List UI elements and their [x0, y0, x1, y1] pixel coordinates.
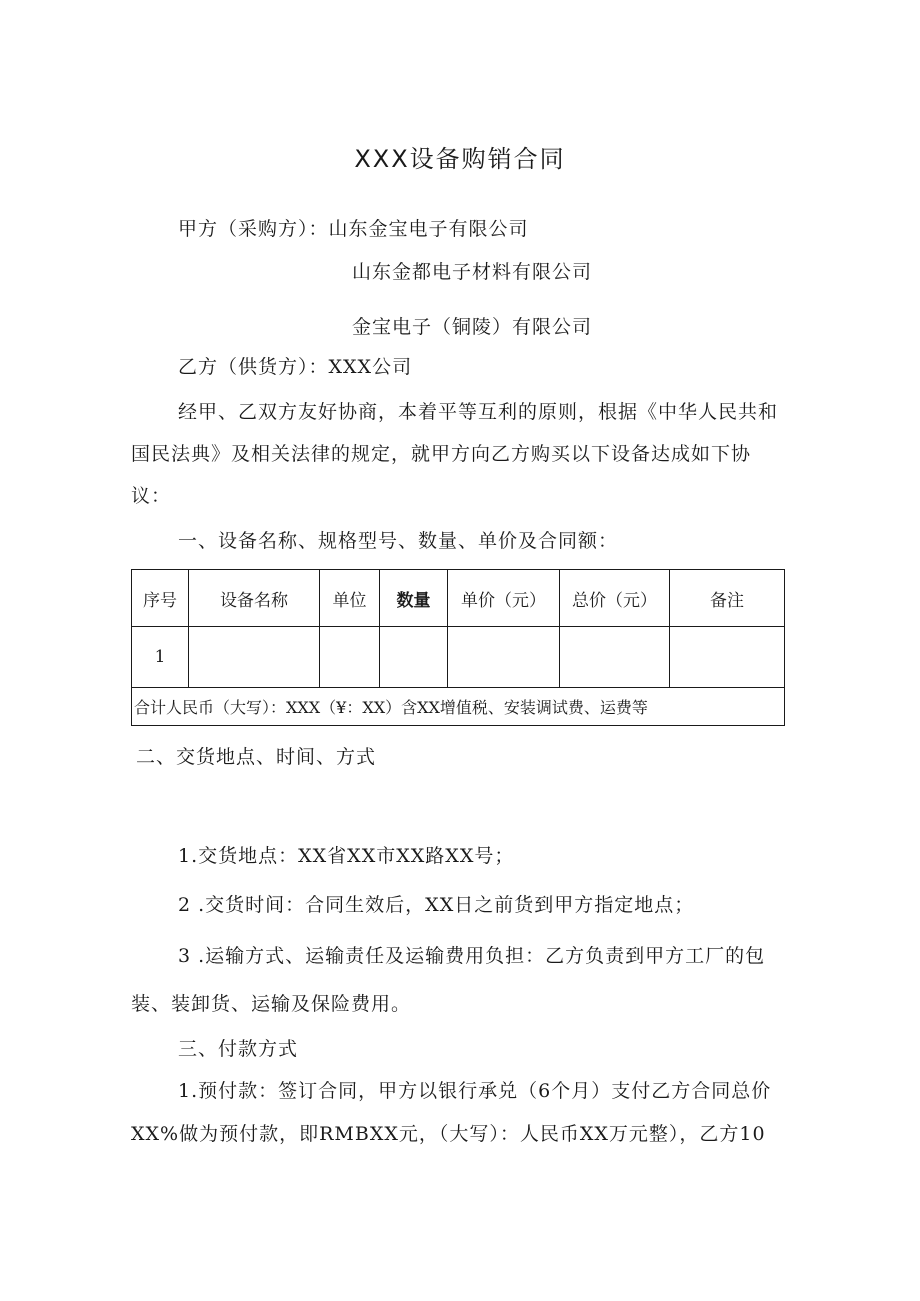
header-name: 设备名称	[189, 570, 320, 627]
payment-line-2: XX%做为预付款，即RMBXX元，（大写）：人民币XX万元整），乙方10	[131, 1123, 766, 1145]
intro-line-1: 经甲、乙双方友好协商，本着平等互利的原则，根据《中华人民共和	[178, 401, 779, 423]
party-a-company-2: 山东金都电子材料有限公司	[352, 261, 593, 283]
party-a-company-3: 金宝电子（铜陵）有限公司	[352, 316, 593, 338]
section-3-heading: 三、付款方式	[178, 1038, 299, 1060]
header-index: 序号	[132, 570, 189, 627]
party-b-line: 乙方（供货方）：XXX公司	[178, 356, 413, 378]
intro-line-3: 议：	[131, 485, 172, 507]
table-header-row	[132, 570, 785, 627]
cell-index: 1	[132, 627, 189, 688]
cell-remarks	[670, 627, 785, 688]
header-unit: 单位	[320, 570, 380, 627]
party-a-line: 甲方（采购方）：山东金宝电子有限公司	[178, 218, 529, 240]
cell-name	[189, 627, 320, 688]
cell-unit-price	[448, 627, 560, 688]
cell-unit	[320, 627, 380, 688]
delivery-time: 2 .交货时间：合同生效后，XX日之前货到甲方指定地点；	[178, 894, 695, 916]
section-1-heading: 一、设备名称、规格型号、数量、单价及合同额：	[178, 530, 619, 552]
payment-line-1: 1.预付款：签订合同，甲方以银行承兑（6个月）支付乙方合同总价	[178, 1080, 772, 1102]
total-cell: 合计人民币（大写）：XXX（¥：XX）含XX增值税、安装调试费、运费等	[132, 688, 785, 726]
transport-line-1: 3 .运输方式、运输责任及运输费用负担：乙方负责到甲方工厂的包	[178, 945, 766, 967]
intro-line-2: 国民法典》及相关法律的规定，就甲方向乙方购买以下设备达成如下协	[131, 443, 752, 465]
equipment-table	[131, 569, 785, 726]
section-2-heading: 二、交货地点、时间、方式	[136, 746, 377, 768]
delivery-place: 1.交货地点：XX省XX市XX路XX号；	[178, 845, 515, 867]
document-title: XXX设备购销合同	[354, 145, 566, 173]
header-remarks: 备注	[670, 570, 785, 627]
transport-line-2: 装、装卸货、运输及保险费用。	[131, 993, 412, 1015]
table-total-row	[132, 688, 785, 726]
header-unit-price: 单价（元）	[448, 570, 560, 627]
header-quantity: 数量	[380, 570, 448, 627]
cell-total-price	[560, 627, 670, 688]
cell-quantity	[380, 627, 448, 688]
header-total-price: 总价（元）	[560, 570, 670, 627]
table-row	[132, 627, 785, 688]
